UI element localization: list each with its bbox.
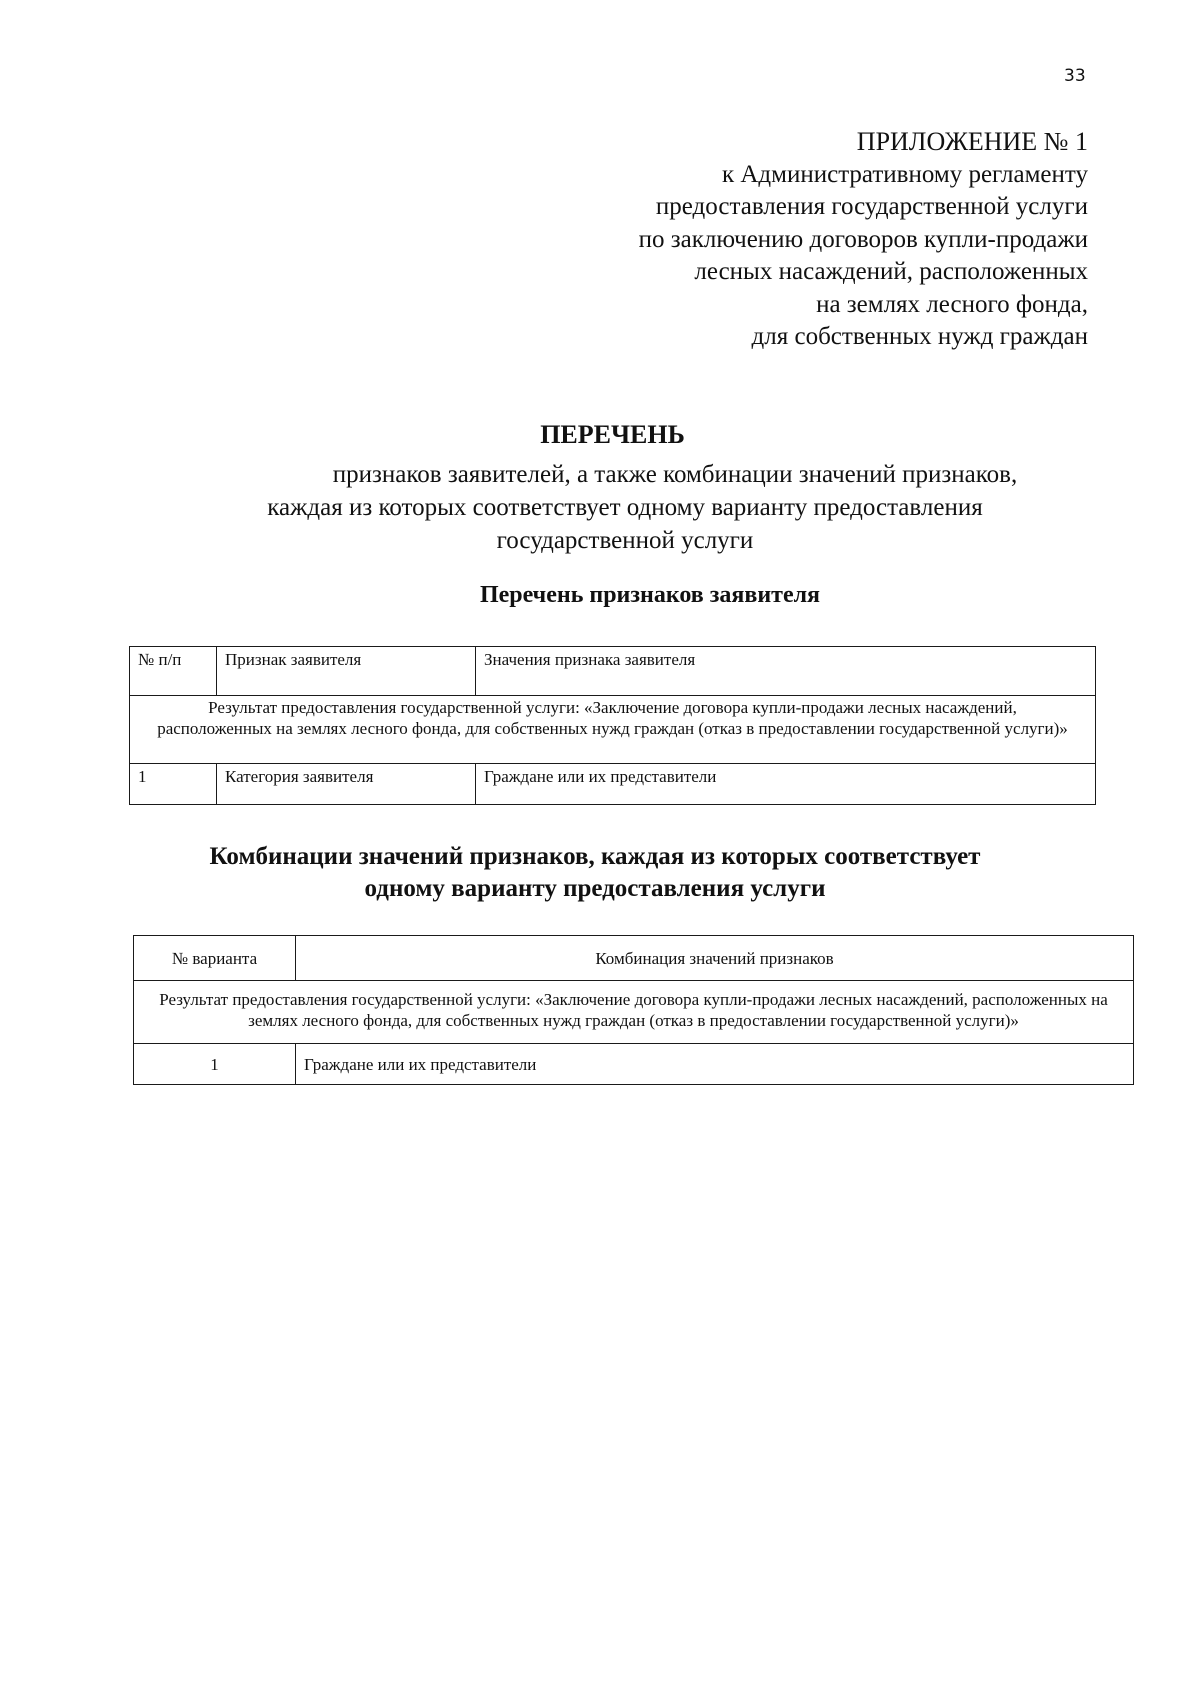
appendix-line: к Административному регламенту — [721, 160, 1088, 188]
appendix-title: ПРИЛОЖЕНИЕ № 1 — [856, 127, 1088, 156]
appendix-line: предоставления государственной услуги — [655, 193, 1088, 220]
section-heading-applicant-attributes: Перечень признаков заявителя — [479, 582, 821, 608]
document-subtitle — [180, 458, 1070, 557]
combinations-table — [133, 935, 1134, 1085]
table-result-row — [134, 981, 1134, 1044]
table-result-row — [130, 696, 1096, 764]
heading-line: одному варианту предоставления услуги — [364, 875, 826, 902]
header-cell-combination: Комбинация значений признаков — [296, 936, 1134, 981]
table-header-row — [130, 647, 1096, 696]
appendix-line: лесных насаждений, расположенных — [694, 258, 1088, 285]
subtitle-line: государственной услуги — [496, 527, 754, 554]
appendix-line: для собственных нужд граждан — [751, 323, 1088, 350]
subtitle-line: признаков заявителей, а также комбинации значений признаков, — [332, 461, 1018, 488]
header-cell-attribute: Признак заявителя — [217, 647, 476, 696]
page-number: 33 — [1064, 66, 1086, 86]
header-cell-values: Значения признака заявителя — [476, 647, 1096, 696]
header-cell-number: № п/п — [130, 647, 217, 696]
result-cell: Результат предоставления государственной услуги: «Заключение договора купли-продажи лесных насаждений, расположенных на землях лесного фонда, для собственных нужд граждан (отказ в предоставлении государственной услуги)» — [130, 696, 1096, 764]
appendix-header — [639, 126, 1088, 354]
cell-value: Граждане или их представители — [476, 764, 1096, 805]
appendix-line: на землях лесного фонда, — [816, 290, 1088, 318]
header-cell-variant-number: № варианта — [134, 936, 296, 981]
table-header-row — [134, 936, 1134, 981]
section-heading-combinations — [120, 841, 1070, 905]
heading-line: Комбинации значений признаков, каждая из которых соответствует — [209, 843, 981, 870]
table-row — [134, 1044, 1134, 1085]
cell-number: 1 — [130, 764, 217, 805]
subtitle-line: каждая из которых соответствует одному варианту предоставления — [267, 494, 983, 521]
document-title: ПЕРЕЧЕНЬ — [540, 420, 685, 449]
applicant-attributes-table — [129, 646, 1096, 805]
cell-attribute: Категория заявителя — [217, 764, 476, 805]
cell-variant-number: 1 — [134, 1044, 296, 1085]
cell-combination: Граждане или их представители — [296, 1044, 1134, 1085]
table-row — [130, 764, 1096, 805]
result-cell: Результат предоставления государственной услуги: «Заключение договора купли-продажи лесных насаждений, расположенных на землях лесного фонда, для собственных нужд граждан (отказ в предоставлении государственной услуги)» — [134, 981, 1134, 1044]
appendix-line: по заключению договоров купли-продажи — [638, 225, 1088, 253]
